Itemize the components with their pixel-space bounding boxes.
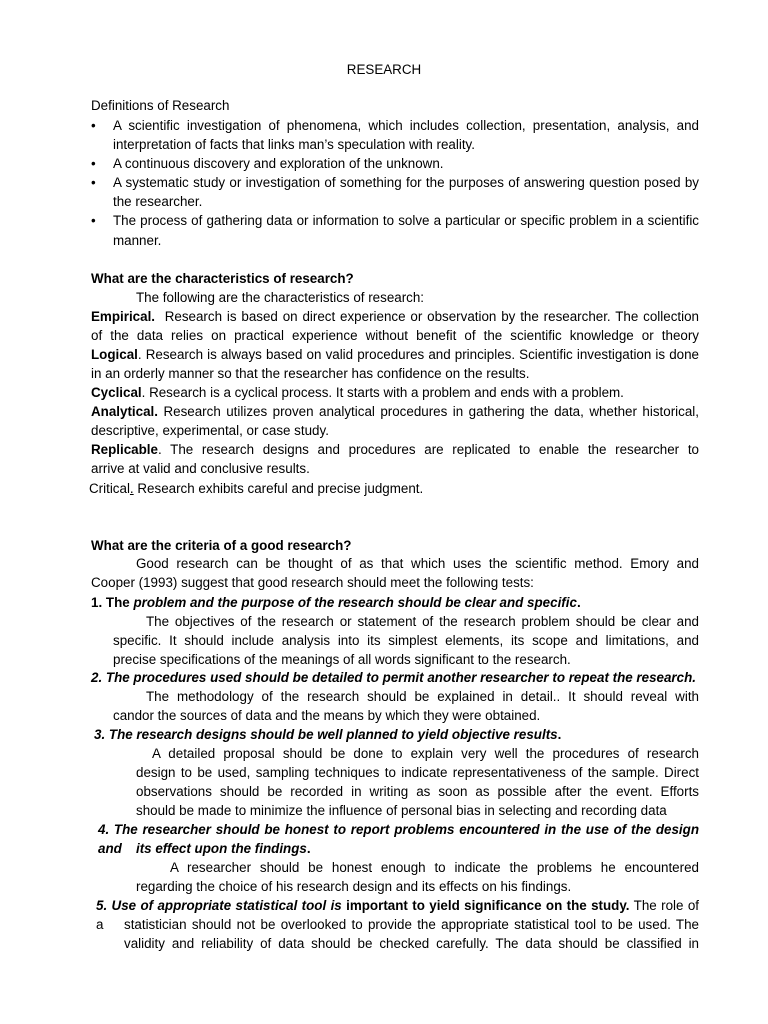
- char-replicable-line2: arrive at valid and conclusive results.: [91, 461, 310, 476]
- definition-item: • A scientific investigation of phenomena, which includes collection, presentation, analysis, and interpretation of facts that links man’s speculation with reality.: [91, 116, 699, 154]
- char-empirical-line2: of the data relies on practical experience without benefit of the scientific knowledge or theory: [91, 328, 699, 343]
- criterion-5-line3: validity and reliability of data should be checked carefully. The data should be classified in: [124, 936, 699, 951]
- criterion-4-line2: regarding the choice of his research design and its effects on his findings.: [136, 879, 572, 894]
- criterion-4-title-line2: its effect upon the findings.: [136, 841, 311, 856]
- definitions-heading: Definitions of Research: [91, 98, 230, 113]
- criterion-2-title: 2. The procedures used should be detailed to permit another researcher to repeat the research.: [91, 670, 696, 685]
- criterion-1-line3: precise specifications of the meanings of all words significant to the research.: [113, 652, 571, 667]
- definitions-list: [91, 116, 699, 250]
- char-analytical-line1: Analytical. Research utilizes proven analytical procedures in gathering the data, whether historical,: [91, 404, 699, 419]
- criterion-4-title-line1: 4. The researcher should be honest to report problems encountered in the use of the design and: [98, 822, 699, 857]
- definition-item: • The process of gathering data or information to solve a particular or specific problem in a scientific manner.: [91, 211, 699, 249]
- char-cyclical: Cyclical. Research is a cyclical process. It starts with a problem and ends with a problem.: [91, 385, 624, 400]
- criterion-4-line1: A researcher should be honest enough to indicate the problems he encountered: [170, 860, 699, 875]
- char-logical-term: Logical: [91, 347, 138, 362]
- char-critical: Critical. Research exhibits careful and precise judgment.: [89, 481, 424, 496]
- char-empirical-term: Empirical.: [91, 309, 156, 324]
- criterion-1-line1: The objectives of the research or statement of the research problem should be clear and: [146, 614, 699, 629]
- definition-item: • A systematic study or investigation of something for the purposes of answering question posed by the researcher.: [91, 173, 699, 211]
- char-logical-line2: in an orderly manner so that the researcher has confidence on the results.: [91, 366, 530, 381]
- criterion-3-line1: A detailed proposal should be done to explain very well the procedures of research: [152, 746, 699, 761]
- characteristics-heading: What are the characteristics of research?: [91, 271, 354, 286]
- criterion-3-line4: should be made to minimize the influence of personal bias in selecting and recording data: [136, 803, 667, 818]
- char-replicable-term: Replicable: [91, 442, 158, 457]
- criterion-3-title: 3. The research designs should be well planned to yield objective results.: [94, 727, 562, 742]
- characteristics-intro: The following are the characteristics of research:: [136, 290, 425, 305]
- char-analytical-term: Analytical.: [91, 404, 158, 419]
- criterion-5-line2: statistician should not be overlooked to provide the appropriate statistical tool to be used. The: [124, 917, 699, 932]
- char-logical-line1: Logical. Research is always based on valid procedures and principles. Scientific investigation is done: [91, 347, 699, 362]
- criteria-heading: What are the criteria of a good research?: [91, 538, 352, 553]
- definition-item: • A continuous discovery and exploration of the unknown.: [91, 154, 699, 173]
- criteria-intro-line2: Cooper (1993) suggest that good research should meet the following tests:: [91, 575, 534, 590]
- criterion-5-line1: 5. Use of appropriate statistical tool is important to yield significance on the study. The role of a: [96, 898, 699, 933]
- criteria-intro-line1: Good research can be thought of as that which uses the scientific method. Emory and: [136, 556, 699, 571]
- criterion-3-line3: observations should be recorded in writing as soon as possible after the event. Efforts: [136, 784, 699, 799]
- criterion-3-line2: design to be used, sampling techniques to indicate representativeness of the sample. Direct: [136, 765, 699, 780]
- char-empirical-line1: Empirical. Research is based on direct experience or observation by the researcher. The collection: [91, 309, 699, 324]
- criterion-1-line2: specific. It should include analysis into its simplest elements, its scope and limitations, and: [113, 633, 699, 648]
- char-analytical-line2: descriptive, experimental, or case study.: [91, 423, 329, 438]
- criterion-1-title: 1. The problem and the purpose of the research should be clear and specific.: [91, 595, 581, 610]
- criterion-2-line1: The methodology of the research should be explained in detail.. It should reveal with: [146, 689, 699, 704]
- criterion-2-line2: candor the sources of data and the means by which they were obtained.: [113, 708, 541, 723]
- char-replicable-line1: Replicable. The research designs and procedures are replicated to enable the researcher to: [91, 442, 699, 457]
- document-title: RESEARCH: [346, 62, 422, 77]
- char-cyclical-term: Cyclical: [91, 385, 142, 400]
